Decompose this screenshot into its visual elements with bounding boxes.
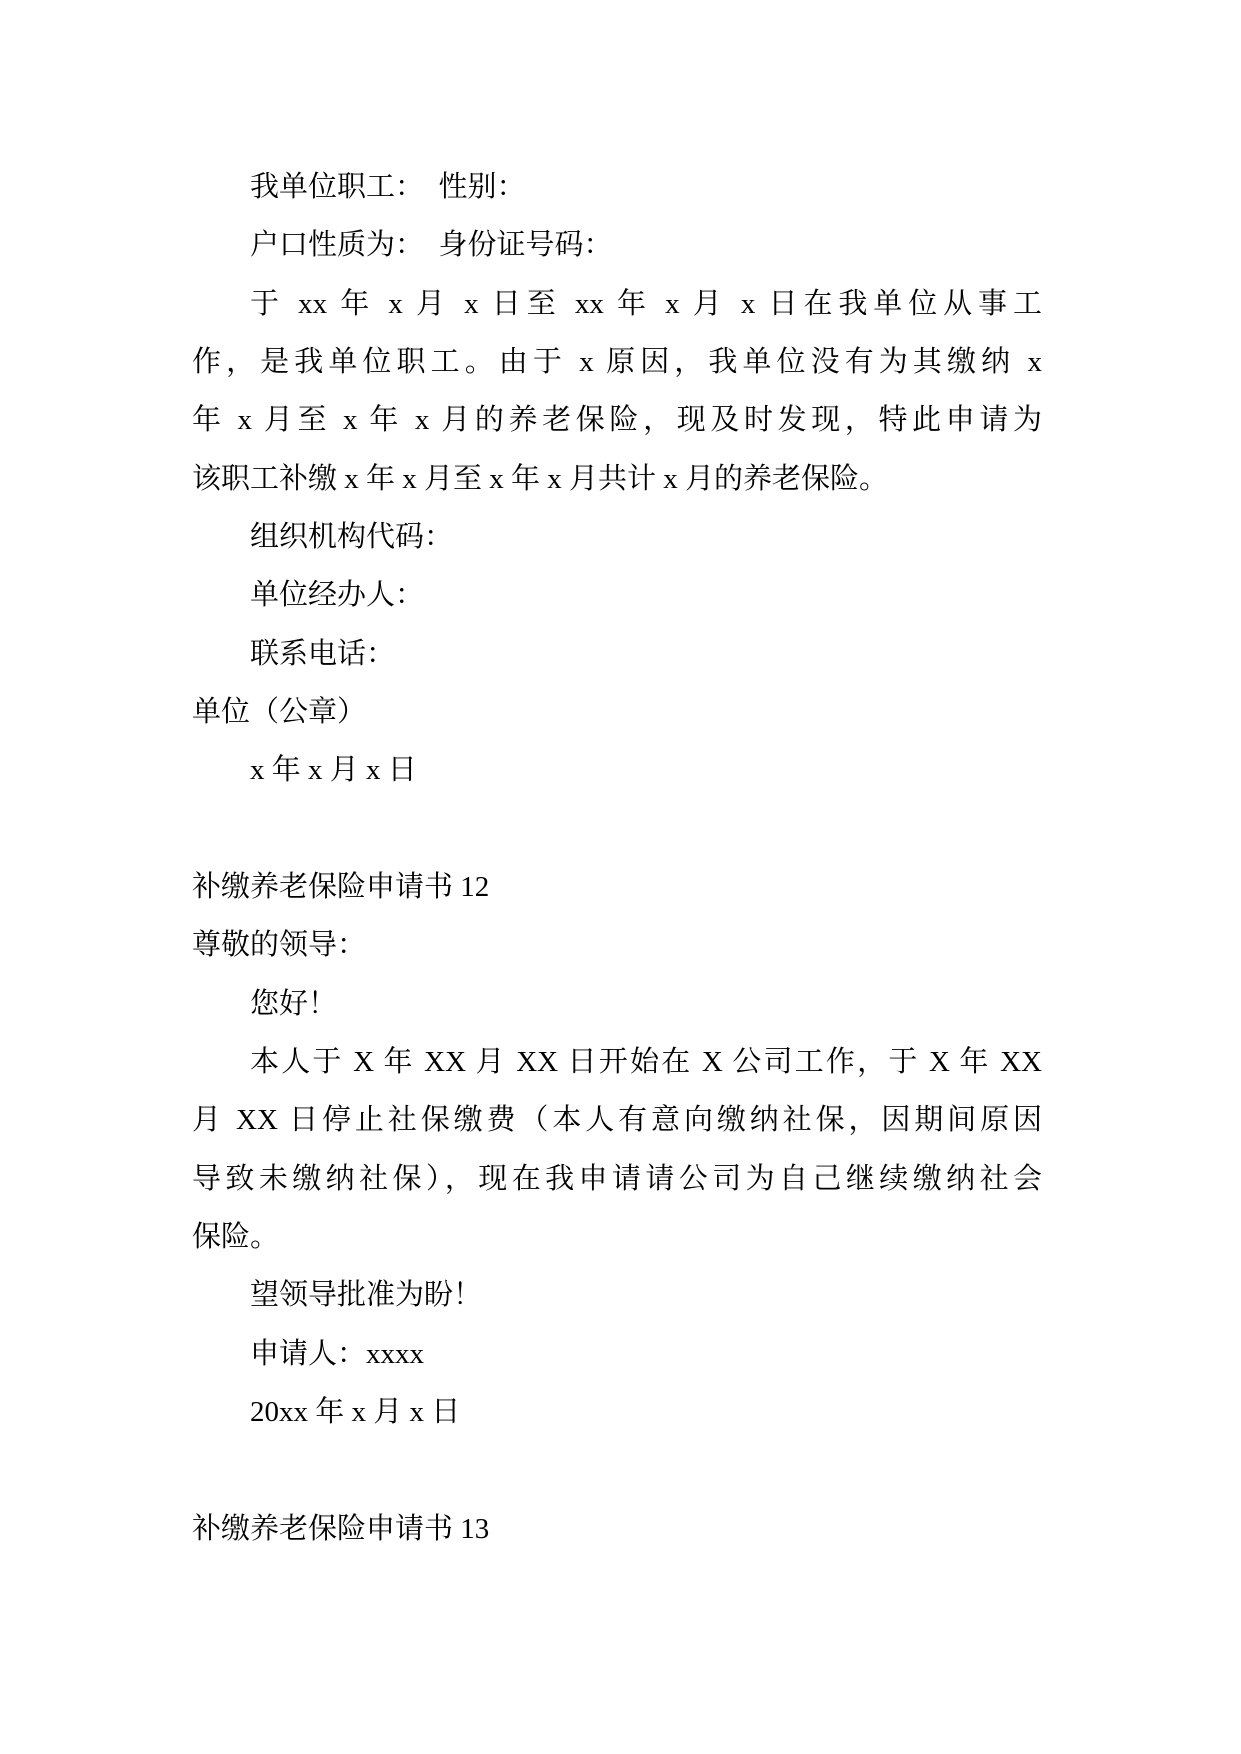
- blank-line: [192, 1441, 1042, 1499]
- paragraph-personal-line-4: 保险。: [192, 1220, 280, 1253]
- blank-line: [192, 800, 1042, 858]
- paragraph-personal-line-2: 月 XX 日停止社保缴费（本人有意向缴纳社保，因期间原因: [192, 1104, 1042, 1137]
- paragraph-unit-reason-line-4: 该职工补缴 x 年 x 月至 x 年 x 月共计 x 月的养老保险。: [192, 462, 889, 495]
- section-title-13: 补缴养老保险申请书 13: [192, 1512, 490, 1545]
- line-approval-request: 望领导批准为盼！: [250, 1279, 483, 1312]
- line-unit-agent: 单位经办人：: [250, 579, 425, 612]
- line-employee-name-gender: 我单位职工： 性别：: [250, 171, 526, 203]
- salutation-line: 尊敬的领导：: [192, 929, 367, 962]
- line-org-code: 组织机构代码：: [250, 520, 454, 553]
- line-signature-date: 20xx 年 x 月 x 日: [250, 1395, 461, 1428]
- line-applicant-signature: 申请人：xxxx: [250, 1337, 425, 1370]
- line-hukou-id-number: 户口性质为： 身份证号码：: [250, 229, 613, 262]
- line-unit-seal: 单位（公章）: [192, 695, 367, 728]
- line-contact-phone: 联系电话：: [250, 637, 396, 670]
- paragraph-unit-reason-line-1: 于 xx 年 x 月 x 日至 xx 年 x 月 x 日在我单位从事工: [250, 287, 1042, 320]
- document-content: [192, 158, 1042, 1558]
- section-title-12: 补缴养老保险申请书 12: [192, 870, 490, 903]
- paragraph-personal-line-1: 本人于 X 年 XX 月 XX 日开始在 X 公司工作，于 X 年 XX: [250, 1045, 1042, 1078]
- paragraph-personal-line-3: 导致未缴纳社保），现在我申请请公司为自己继续缴纳社会: [192, 1162, 1042, 1195]
- line-unit-date: x 年 x 月 x 日: [250, 754, 417, 787]
- greeting-line: 您好！: [250, 987, 338, 1020]
- paragraph-unit-reason-line-2: 作，是我单位职工。由于 x 原因，我单位没有为其缴纳 x: [192, 345, 1042, 378]
- paragraph-unit-reason-line-3: 年 x 月至 x 年 x 月的养老保险，现及时发现，特此申请为: [192, 404, 1042, 437]
